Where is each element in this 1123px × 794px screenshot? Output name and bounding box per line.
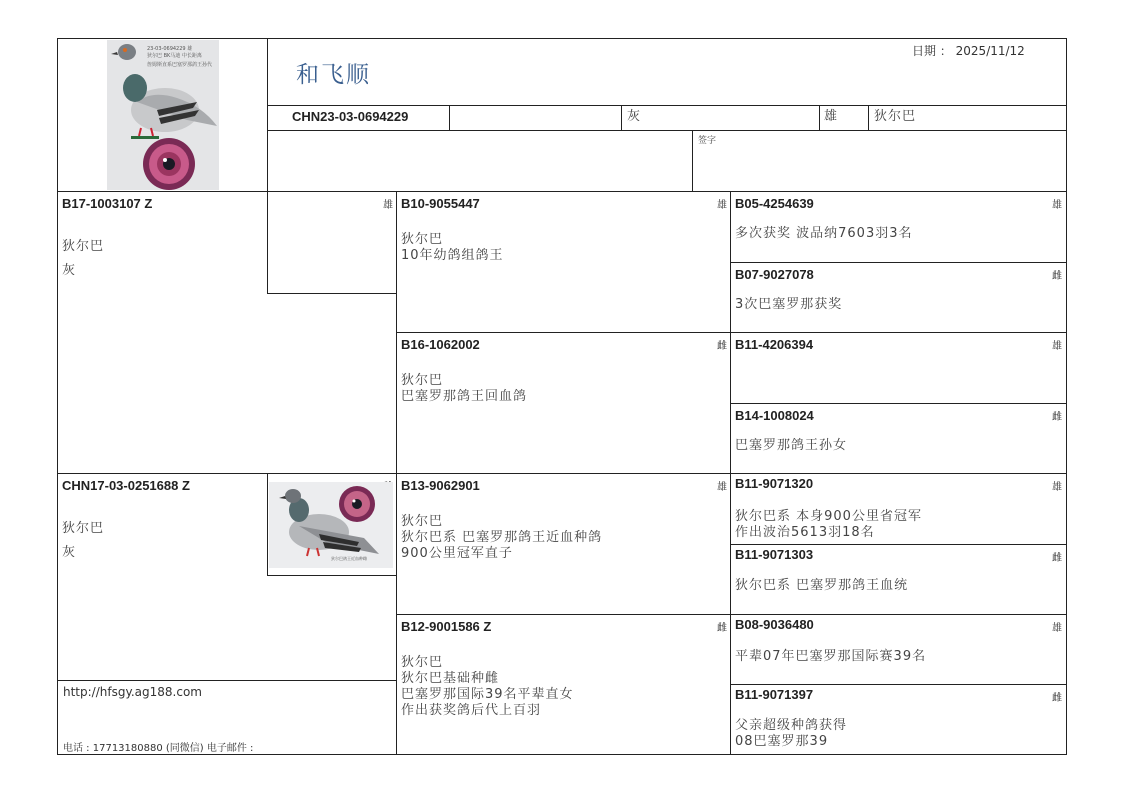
svg-text:23-03-0694229 雄: 23-03-0694229 雄 [147,46,193,52]
dds-sex: 雄 [1052,623,1062,634]
contact-info: 电话 : 17713180880 (同微信) 电子邮件 : [63,743,254,754]
ds-sex: 雄 [717,482,727,493]
sire-sex-mark: 雄 [383,200,393,211]
sdd-line-1: 巴塞罗那鸽王孙女 [735,438,848,453]
main-ring-number: CHN23-03-0694229 [292,109,409,124]
ss-cell [397,192,731,332]
ddd-sex: 雌 [1052,693,1062,704]
sdd-ring: B14-1008024 [735,408,814,423]
ss-sex: 雄 [717,200,727,211]
header-divider-3 [819,106,820,130]
header-divider-1 [449,106,450,130]
ss-notes [401,232,504,264]
footer-divider [58,680,397,681]
pigeon-photo-icon [107,40,219,190]
sss-line-1: 多次获奖 波品纳7603羽3名 [735,226,913,241]
svg-text:狄尔巴鸽王近血种雌: 狄尔巴鸽王近血种雌 [331,556,367,561]
main-photo-cell [58,39,268,192]
dds-cell [731,615,1066,684]
dds-ring: B08-9036480 [735,617,814,632]
date-label: 日期 ： [912,44,952,58]
dsd-sex: 雌 [1052,553,1062,564]
sd-line-2: 巴塞罗那鸽王回血鸽 [401,389,528,404]
dss-notes [735,509,922,541]
ss-line-2: 10年幼鸽组鸽王 [401,248,504,263]
sire-ring: B17-1003107 Z [62,196,153,211]
ss-ring: B10-9055447 [401,196,480,211]
signature-label: 签字 [698,136,717,146]
ssd-cell [731,263,1066,332]
sd-ring: B16-1062002 [401,337,480,352]
ds-line-3: 900公里冠军直子 [401,546,513,561]
ddd-notes [735,718,847,750]
ddd-ring: B11-9071397 [735,687,814,702]
sss-sex: 雄 [1052,200,1062,211]
dsd-line-1: 狄尔巴系 巴塞罗那鸽王血统 [735,578,909,593]
dss-ring: B11-9071320 [735,476,814,491]
dam-cell [62,478,262,561]
dss-line-2: 作出波治5613羽18名 [735,525,875,540]
dam-photo-box [267,474,397,576]
header-divider-4 [868,106,869,130]
ds-ring: B13-9062901 [401,478,480,493]
sss-ring: B05-4254639 [735,196,814,211]
dd-cell [397,615,731,754]
sss-cell [731,192,1066,262]
dss-line-1: 狄尔巴系 本身900公里省冠军 [735,509,922,524]
ssd-line-1: 3次巴塞罗那获奖 [735,297,843,312]
sd-sex: 雌 [717,341,727,352]
dds-line-1: 平辈07年巴塞罗那国际赛39名 [735,649,927,664]
header-divider-2 [621,106,622,130]
dsd-ring: B11-9071303 [735,547,814,562]
ds-line-1: 狄尔巴 [401,514,444,529]
sire-color: 灰 [62,263,77,278]
sire-cell [62,196,262,279]
ss-line-1: 狄尔巴 [401,232,444,247]
ddd-line-2: 08巴塞罗那39 [735,734,829,749]
main-color: 灰 [627,109,642,124]
date-display [912,42,1025,59]
ssd-sex: 雌 [1052,271,1062,282]
dam-ring: CHN17-03-0251688 Z [62,478,190,493]
dd-line-1: 狄尔巴 [401,655,444,670]
sire-photo-box [267,192,397,294]
sd-line-1: 狄尔巴 [401,373,444,388]
main-strain: 狄尔巴 [874,109,917,124]
dsd-cell [731,545,1066,614]
ds-cell [397,474,731,614]
dss-sex: 雄 [1052,482,1062,493]
ds-line-2: 狄尔巴系 巴塞罗那鸽王近血种鸽 [401,530,603,545]
svg-text:狄尔巴 BK马迪 中长距离: 狄尔巴 BK马迪 中长距离 [147,53,202,59]
ddd-line-1: 父亲超级种鸽获得 [735,718,848,733]
dam-strain: 狄尔巴 [62,521,105,536]
sds-ring: B11-4206394 [735,337,814,352]
sds-cell [731,333,1066,403]
sdd-sex: 雌 [1052,412,1062,423]
sds-sex: 雄 [1052,341,1062,352]
dd-line-2: 狄尔巴基础种雌 [401,671,500,686]
ds-notes [401,514,602,562]
dd-sex: 雌 [717,623,727,634]
svg-text:詹姆斯直系巴塞罗那鸽王孙代: 詹姆斯直系巴塞罗那鸽王孙代 [147,62,213,68]
dss-cell [731,474,1066,544]
sire-strain: 狄尔巴 [62,239,105,254]
sdd-cell [731,404,1066,473]
sd-cell [397,333,731,473]
dam-color: 灰 [62,545,77,560]
pigeon-dam-photo-icon [269,482,393,568]
ddd-cell [731,685,1066,754]
website-link[interactable]: http://hfsgy.ag188.com [63,685,202,699]
sd-notes [401,373,527,405]
ssd-ring: B07-9027078 [735,267,814,282]
main-sex: 雄 [824,109,839,124]
signature-divider [692,131,693,192]
date-value: 2025/11/12 [955,44,1025,58]
dd-notes [401,655,574,719]
dd-ring: B12-9001586 Z [401,619,492,634]
dd-line-3: 巴塞罗那国际39名平辈直女 [401,687,574,702]
dd-line-4: 作出获奖鸽后代上百羽 [401,703,542,718]
owner-name: 和飞顺 [296,62,371,88]
